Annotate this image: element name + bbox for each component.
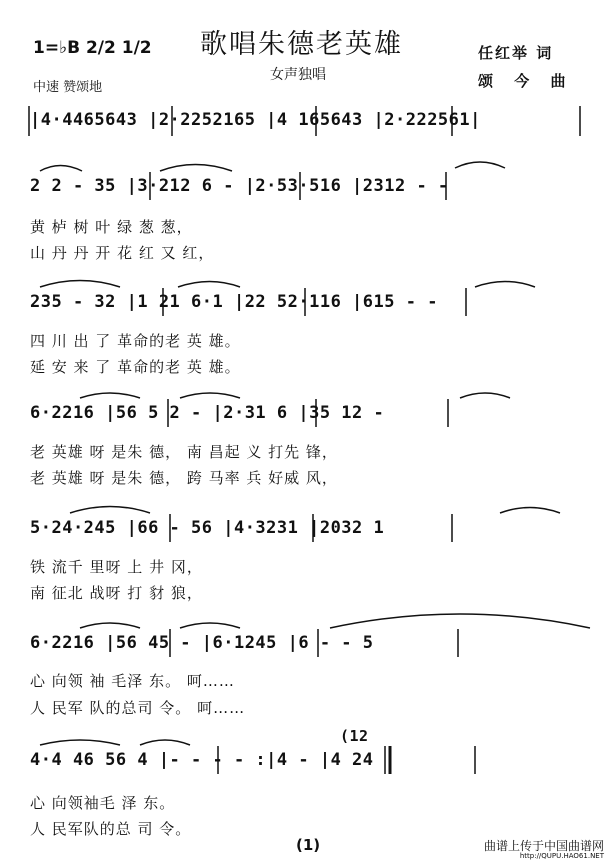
notation-line-5: 5·24·245 |66 - 56 |4·3231 |2032 1 (30, 518, 385, 538)
notation-line-2: 2 2 - 35 |3·212 6 - |2·53·516 |2312 - - (30, 176, 449, 196)
slur (455, 162, 505, 168)
lyric-line-2-verse-1: 黄 栌 树 叶 绿 葱 葱， (30, 218, 193, 236)
lyric-line-4-verse-1: 老 英雄 呀 是朱 德， 南 昌起 义 打先 锋， (30, 443, 338, 461)
song-subtitle: 女声独唱 (270, 67, 326, 83)
slur (180, 393, 240, 398)
lyric-line-5-verse-1: 铁 流千 里呀 上 井 冈， (30, 558, 203, 576)
slur (40, 740, 120, 745)
lyric-line-3-verse-1: 四 川 出 了 革命的老 英 雄。 (30, 332, 241, 350)
notation-line-6: 6·2216 |56 45 - |6·1245 |6 - - 5 (30, 633, 374, 653)
lyric-line-7-verse-1: 心 向领袖毛 泽 东。 (30, 794, 176, 812)
slur (180, 623, 240, 628)
slur (40, 166, 82, 172)
song-title: 歌唱朱德老英雄 (200, 29, 403, 60)
slur (80, 393, 140, 398)
lyricist-credit: 任红举 词 (478, 44, 554, 62)
notation-line-1: |4·4465643 |2·2252165 |4 165643 |2·222561| (30, 110, 481, 130)
slur (140, 740, 190, 745)
lyric-line-3-verse-2: 延 安 来 了 革命的老 英 雄。 (30, 358, 241, 376)
slur (178, 282, 240, 288)
watermark-text: 曲谱上传于中国曲谱网 (483, 839, 604, 853)
watermark-url: http://QUPU.HAO61.NET (519, 852, 604, 860)
lyric-line-2-verse-2: 山 丹 丹 开 花 红 又 红， (30, 244, 215, 262)
tempo-marking: 中速 赞颂地 (33, 80, 103, 95)
composer-credit: 颂 今 曲 (478, 72, 574, 90)
repeat-ending-marking: (12 (340, 727, 369, 745)
slur (330, 614, 590, 628)
slur (80, 623, 140, 628)
notation-line-3: 235 - 32 |1 21 6·1 |22 52·116 |615 - - (30, 292, 438, 312)
slur (70, 507, 150, 514)
page-number: (1) (296, 836, 321, 854)
slur (500, 508, 560, 514)
slur (460, 393, 510, 398)
notation-line-7: 4·4 46 56 4 |- - - - :|4 - |4 24 (30, 750, 374, 770)
slur (475, 282, 535, 288)
lyric-line-7-verse-2: 人 民军队的总 司 令。 (30, 820, 192, 838)
lyric-line-5-verse-2: 南 征北 战呀 打 豺 狼， (30, 584, 203, 602)
lyric-line-6-verse-2: 人 民军 队的总司 令。 呵…… (30, 699, 246, 717)
slur (160, 165, 232, 172)
notation-line-4: 6·2216 |56 5 2 - |2·31 6 |35 12 - (30, 403, 385, 423)
lyric-line-4-verse-2: 老 英雄 呀 是朱 德， 跨 马率 兵 好威 风， (30, 469, 338, 487)
slur (40, 281, 120, 288)
lyric-line-6-verse-1: 心 向领 袖 毛泽 东。 呵…… (30, 672, 235, 690)
key-signature: 1=♭B 2/2 1/2 (33, 38, 152, 58)
